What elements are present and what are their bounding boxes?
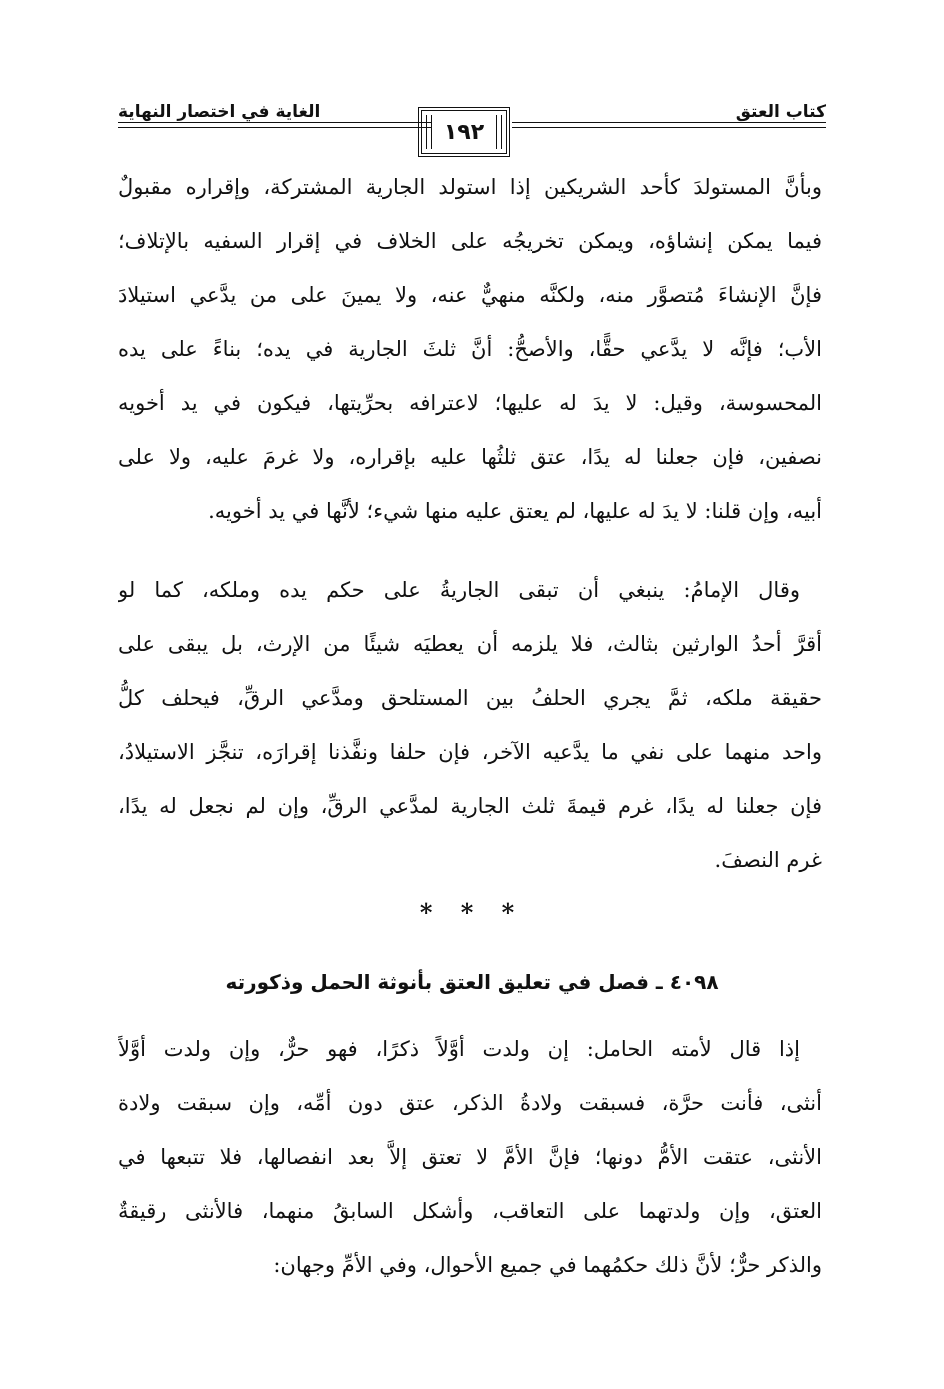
text-line: الأنثى، عتقت الأمُّ دونها؛ فإنَّ الأمَّ لا تعتق إلاَّ بعد انفصالها، فلا تتبعها في [118, 1145, 822, 1169]
header-rule-right [512, 122, 826, 128]
paragraph-3 [118, 1022, 822, 1292]
text-line: المحسوسة، وقيل: لا يدَ له عليها؛ لاعترافه بحرِّيتها، فيكون في يد أخويه [118, 391, 822, 415]
text-line: فيما يمكن إنشاؤه، ويمكن تخريجُه على الخلاف في إقرار السفيه بالإتلاف؛ [118, 229, 822, 253]
page-number: ١٩٢ [443, 119, 485, 145]
text-line: وقال الإمامُ: ينبغي أن تبقى الجاريةُ على حكم يده وملكه، كما لو [118, 578, 800, 602]
text-line: أنثى، فأنت حرَّة، فسبقت ولادةُ الذكر، عتق دون أمِّه، وإن سبقت ولادة [118, 1091, 822, 1115]
paragraph-2 [118, 563, 822, 887]
paragraph-1 [118, 160, 822, 538]
text-line: واحد منهما على نفي ما يدَّعيه الآخر، فإن حلفا ونفَّذنا إقرارَه، تنجَّز الاستيلادُ، [118, 740, 822, 764]
page-number-frame [418, 107, 510, 157]
text-line: وبأنَّ المستولدَ كأحد الشريكين إذا استولد الجارية المشتركة، وإقراره مقبولٌ [118, 175, 822, 199]
section-heading: ٤٠٩٨ ـ فصل في تعليق العتق بأنوثة الحمل وذكورته [225, 970, 719, 994]
text-line: أبيه، وإن قلنا: لا يدَ له عليها، لم يعتق عليه منها شيء؛ لأنَّها في يد أخويه. [208, 499, 822, 523]
text-line: والذكر حرٌّ؛ لأنَّ ذلك حكمُهما في جميع الأحوال، وفي الأمِّ وجهان: [273, 1253, 822, 1277]
text-line: حقيقة ملكه، ثمَّ يجري الحلفُ بين المستلحق ومدَّعي الرقِّ، فيحلف كلُّ [118, 686, 822, 710]
book-title: الغاية في اختصار النهاية [118, 102, 321, 122]
text-line: نصفين، فإن جعلنا له يدًا، عتق ثلثُها عليه بإقراره، ولا غرمَ عليه، ولا على [118, 445, 822, 469]
text-line: الأب؛ فإنَّه لا يدَّعي حقًّا، والأصحُّ: أنَّ ثلثَ الجارية في يده؛ بناءً على يده [118, 337, 822, 361]
text-line: إذا قال لأمته الحامل: إن ولدت أوَّلاً ذكرًا، فهو حرٌّ، وإن ولدت أوَّلاً [118, 1037, 800, 1061]
text-line: فإن جعلنا له يدًا، غرم قيمةَ ثلث الجارية لمدَّعي الرقِّ، وإن لم نجعل له يدًا، [118, 794, 822, 818]
section-separator: * * * [419, 898, 525, 927]
text-line: فإنَّ الإنشاءَ مُتصوَّر منه، ولكنَّه منهيٌّ عنه، ولا يمينَ على من يدَّعي استيلادَ [118, 283, 822, 307]
text-line: العتق، وإن ولدتهما على التعاقب، وأشكل السابقُ منهما، فالأنثى رقيقةٌ [118, 1199, 822, 1223]
header-rule-left [118, 122, 432, 128]
chapter-title: كتاب العتق [735, 102, 826, 122]
text-line: أقرَّ أحدُ الوارثين بثالث، فلا يلزمه أن يعطيَه شيئًا من الإرث، بل يبقى على [118, 632, 822, 656]
text-line: غرم النصفَ. [714, 848, 822, 872]
